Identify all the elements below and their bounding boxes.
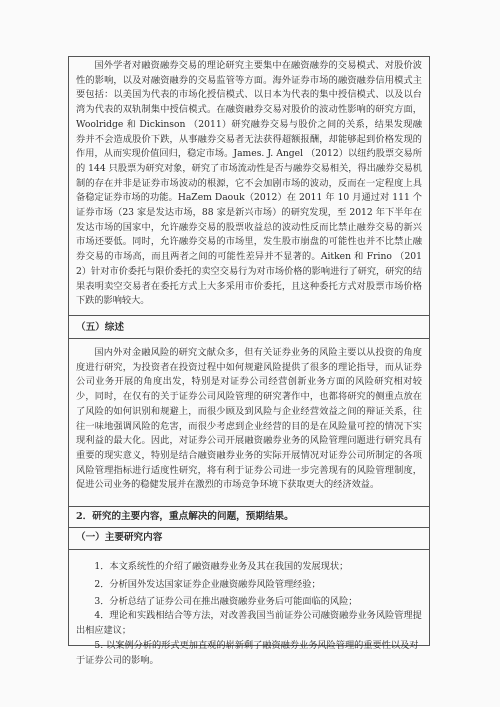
foreign-research-paragraph: 国外学者对融资融券交易的理论研究主要集中在融资融券的交易模式、对股价波性的影响，以及对融资融券的交易监管等方面。海外证券市场的融资融券信用模式主要包括：以美国为代表的市场化授信模式、以日本为代表的集中授信模式、以及以台湾为代表的双轨制集中授信模式。在融资融券交易对股价的波动性影响的研究方面，Woolridge 和 Dickinson （2011）研究融券交易与股价之间的关系，结果发现融券并不会造成股价下跌，从事融券交易者无法获得超额报酬，却能够起到价格发现的作用，从而实现价值回归，稳定市场。James. J. Angel （2012）以纽约股票交易所的 144 只股票为研究对象，研究了市场流动性是否与融券交易相关，得出融券交易机制的存在并非是证券市场波动的根源，它不会加剧市场的波动，反而在一定程度上具备稳定证券市场的功能。HaZem Daouk（2012）在 2011 年 10 月通过对 111 个证券市场（23 家是发达市场，88 家是新兴市场）的研究发现，至 2012 年下半年在发达市场的国家中，允许融券交易的股票收益总的波动性反而比禁止融券交易的新兴市场还要低。同时，允许融券交易的市场里，发生股市崩盘的可能性也并不比禁止融券交易的市场高，而且两者之间的可能性差异并不显著的。Aitken 和 Frino （2012）针对市价委托与限价委托的卖空交易行为对市场价格的影响进行了研究，研究的结果表明卖空交易者在委托方式上大多采用市价委托，且这种委托方式对股票市场价格下跌的影响较大。	[76, 60, 422, 307]
content-item: 2．分析国外发达国家证券企业融资融券风险管理经验；	[94, 579, 321, 590]
content-item: 3．分析总结了证券公司在推出融资融券业务后可能面临的风险；	[94, 596, 358, 607]
summary-heading: （五）综述	[76, 322, 124, 333]
content-item: 1．本文系统性的介绍了融资融券业务及其在我国的发展现状；	[94, 561, 349, 572]
summary-section	[76, 346, 422, 493]
row-divider-1	[69, 315, 429, 316]
content-item: 4．理论和实践相结合等方法，对改善我国当前证券公司融资融券业务风险管理提出相应建议；	[76, 610, 422, 636]
row-divider-2	[69, 338, 429, 339]
row-divider-5	[69, 549, 429, 550]
row-divider-4	[69, 527, 429, 528]
foreign-research-section	[76, 59, 422, 309]
summary-paragraph: 国内外对金融风险的研究文献众多，但有关证券业务的风险主要以从投资的角度度进行研究，为投资者在投资过程中如何规避风险提供了很多的理论指导，而从证券公司业务开展的角度出发，特别是对证券公司经营创新业务方面的风险研究相对较少，同时，在仅有的关于证券公司风险管理的研究著作中，也都将研究的侧重点放在了风险的如何识别和规避上，而很少顾及到风险与企业经营效益之间的辩证关系，往往一味地强调风险的危害，而很少考虑到企业经营的目的是在风险量可控的情况下实现利益的最大化。因此，对证券公司开展融资融券业务的风险管理问题进行研究具有重要的现实意义，特别是结合融资融券业务的实际开展情况对证券公司所制定的各项风险管理指标进行适度性研究，将有利于证券公司进一步完善现有的风险管理制度，促进公司业务的稳健发展并在激烈的市场竞争环境下获取更大的经济效益。	[76, 347, 422, 491]
row-divider-3	[69, 506, 429, 507]
content-item: 5. 以案例分析的形式更加直观的崭新剩了融资融券业务风险管理的重要性以及对于证券公司的影响。	[76, 640, 419, 666]
proposal-table	[68, 56, 430, 666]
content-heading: （一）主要研究内容	[76, 532, 163, 543]
chapter-heading: 2．研究的主要内容，重点解决的问题，预期结果。	[76, 511, 294, 522]
